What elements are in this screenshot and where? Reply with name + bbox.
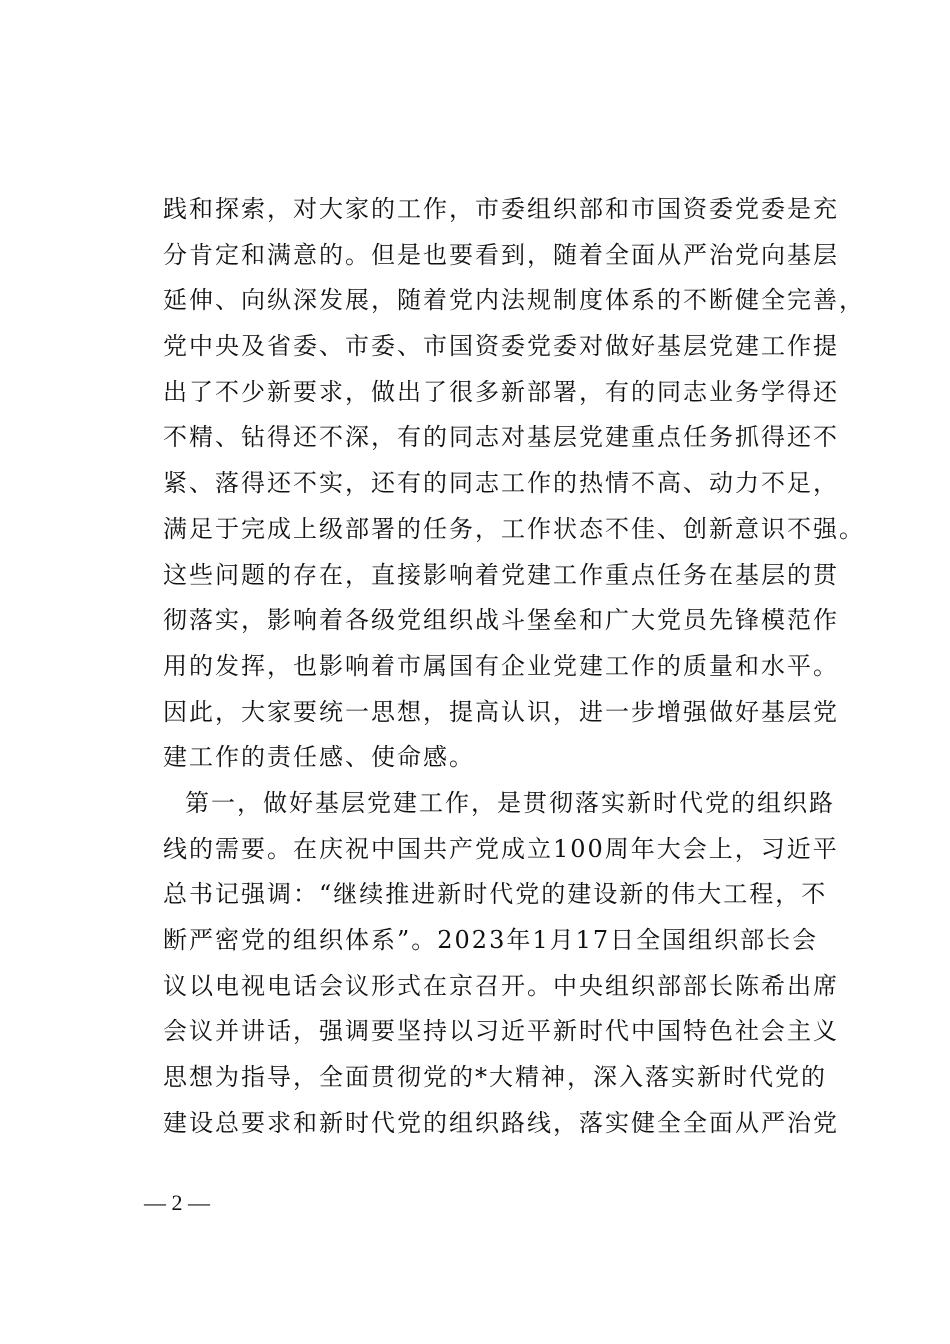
text-line: 出了不少新要求，做出了很多新部署，有的同志业务学得还 bbox=[163, 377, 839, 406]
text-line: 断严密党的组织体系”。2023年1月17日全国组织部长会 bbox=[163, 926, 819, 954]
text-line: 延伸、向纵深发展，随着党内法规制度体系的不断健全完善， bbox=[163, 286, 865, 315]
text-line: 建设总要求和新时代党的组织路线，落实健全全面从严治党 bbox=[163, 1108, 839, 1137]
text-line: 建工作的责任感、使命感。 bbox=[163, 743, 475, 772]
text-line: 党中央及省委、市委、市国资委党委对做好基层党建工作提 bbox=[163, 332, 839, 361]
body-text bbox=[163, 187, 865, 1146]
text-line: 议以电视电话会议形式在京召开。中央组织部部长陈希出席 bbox=[163, 971, 839, 1000]
text-line: 不精、钻得还不深，有的同志对基层党建重点任务抓得还不 bbox=[163, 423, 839, 452]
text-line: 因此，大家要统一思想，提高认识，进一步增强做好基层党 bbox=[163, 697, 839, 726]
paragraph-first-line: 第一，做好基层党建工作，是贯彻落实新时代党的组织路 bbox=[185, 788, 835, 817]
text-line: 分肯定和满意的。但是也要看到，随着全面从严治党向基层 bbox=[163, 240, 839, 269]
text-line: 紧、落得还不实，还有的同志工作的热情不高、动力不足， bbox=[163, 469, 839, 498]
text-line: 会议并讲话，强调要坚持以习近平新时代中国特色社会主义 bbox=[163, 1017, 839, 1046]
text-line: 用的发挥，也影响着市属国有企业党建工作的质量和水平。 bbox=[163, 651, 839, 680]
text-line: 这些问题的存在，直接影响着党建工作重点任务在基层的贯 bbox=[163, 560, 839, 589]
text-line: 思想为指导，全面贯彻党的*大精神，深入落实新时代党的 bbox=[163, 1063, 827, 1092]
text-line: 线的需要。在庆祝中国共产党成立100周年大会上，习近平 bbox=[163, 834, 839, 863]
page-number: — 2 — bbox=[144, 1190, 210, 1215]
text-line: 总书记强调：“继续推进新时代党的建设新的伟大工程，不 bbox=[163, 880, 828, 909]
text-line: 彻落实，影响着各级党组织战斗堡垒和广大党员先锋模范作 bbox=[163, 606, 839, 635]
text-line: 践和探索，对大家的工作，市委组织部和市国资委党委是充 bbox=[163, 195, 839, 223]
text-line: 满足于完成上级部署的任务，工作状态不佳、创新意识不强。 bbox=[163, 514, 865, 543]
